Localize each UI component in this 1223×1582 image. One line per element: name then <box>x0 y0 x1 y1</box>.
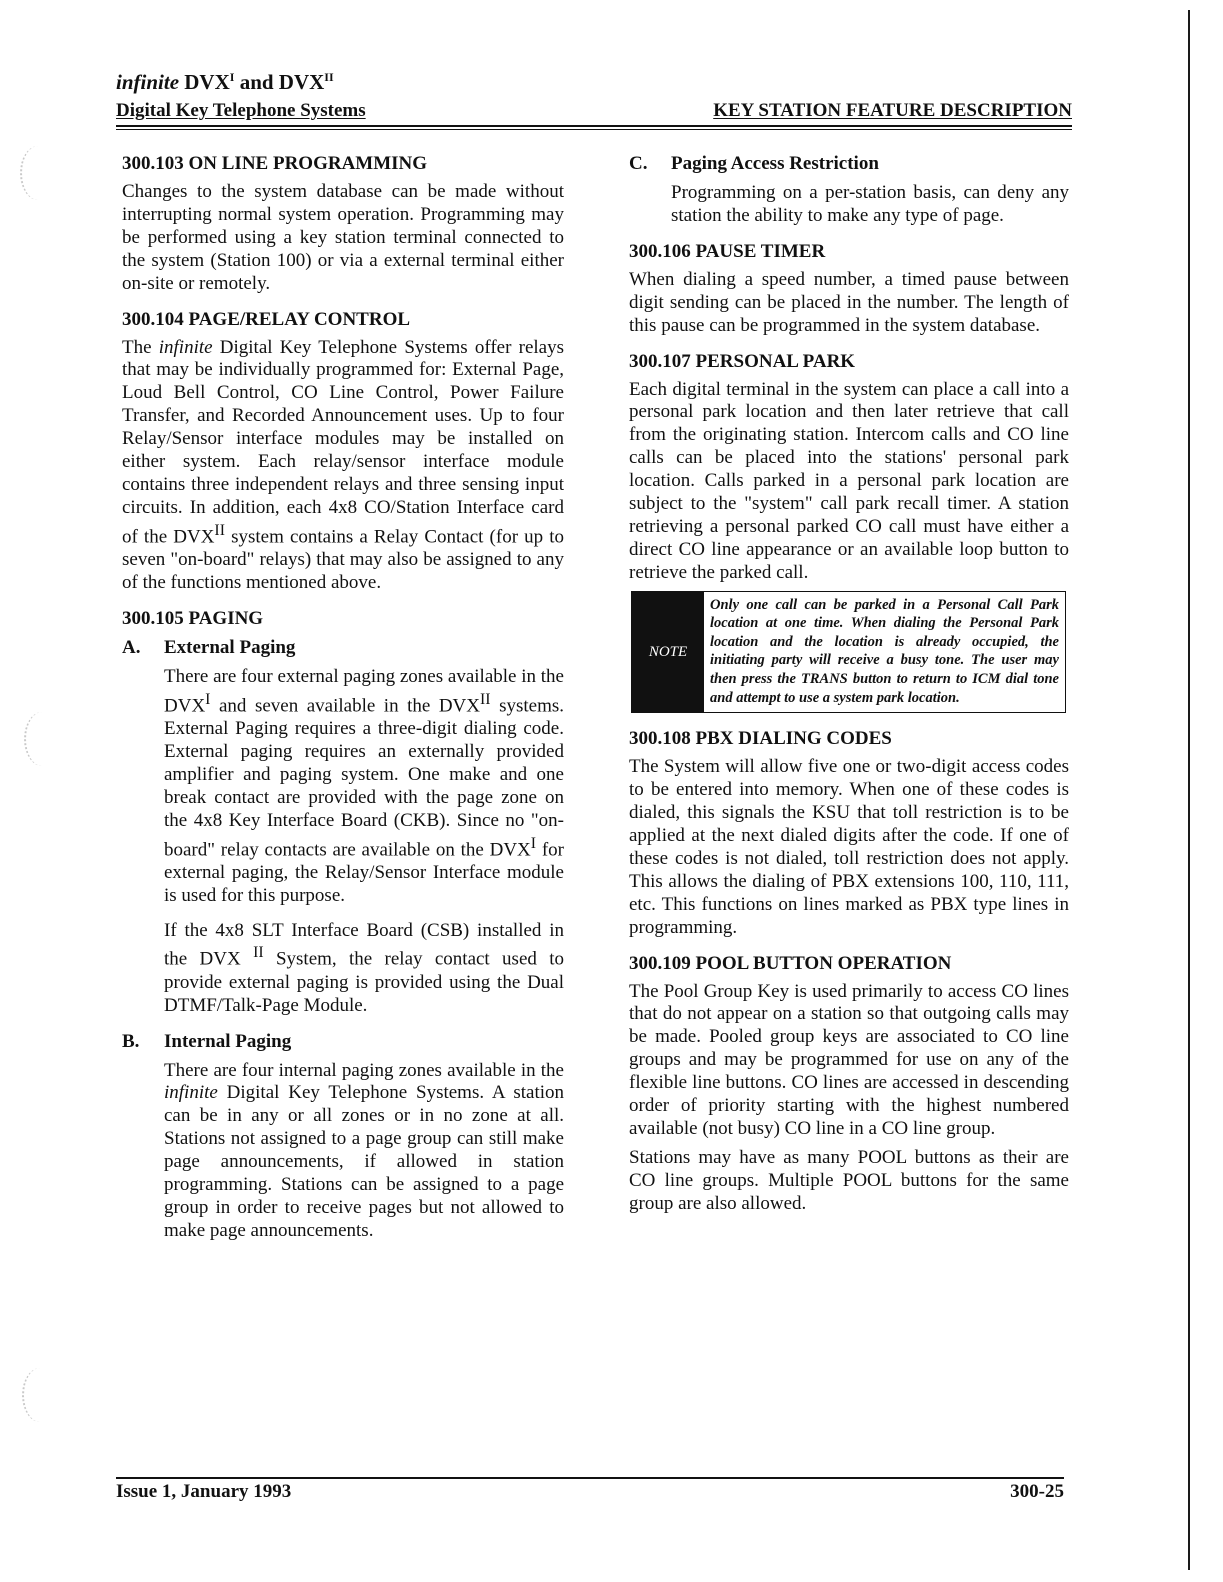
section-body: Each digital terminal in the system can place a call into a personal park location and then later retrieve that call from the originating station. Intercom calls and CO line calls can be placed into the stations' personal park location. Calls parked in a personal park location are subject to the "system" call park recall timer. A station retrieving a personal parked CO call must have either a direct CO line appearance or an available loop button to retrieve the parked call. <box>629 378 1069 583</box>
footer-issue: Issue 1, January 1993 <box>116 1481 292 1502</box>
header-section-title: KEY STATION FEATURE DESCRIPTION <box>713 100 1072 121</box>
page-number: 300-25 <box>1010 1481 1064 1502</box>
paragraph <box>164 1060 564 1243</box>
subsection-title <box>122 636 564 660</box>
text-run: and seven available in the DVX <box>218 695 481 717</box>
paragraph <box>164 666 564 908</box>
scan-mark <box>24 712 60 766</box>
header-rule <box>116 129 1072 130</box>
page-header <box>116 62 1072 130</box>
section-body: Changes to the system database can be made without interrupting normal system operation. Programming may be performed using a key station terminal connected to the system (Station 100) or via a external terminal either on-site or remotely. <box>122 181 564 294</box>
superscript: I <box>229 70 235 84</box>
text-run: for external paging, the Relay/Sensor Interface module is used for this purpose. <box>164 838 564 906</box>
scan-mark <box>20 146 56 200</box>
text-run: If the 4x8 SLT Interface Board (CSB) installed in the DVX <box>164 919 564 970</box>
header-brand <box>116 62 1072 97</box>
subsection-letter: A. <box>122 636 141 658</box>
section-title: 300.105 PAGING <box>122 607 264 629</box>
section-body: When dialing a speed number, a timed pause between digit sending can be placed in the number. The length of this pause can be programmed in the system database. <box>629 268 1069 336</box>
paragraph: The Pool Group Key is used primarily to access CO lines that do not appear on a station so that outgoing calls may be made. Pooled group keys are associated to CO line groups and may be programmed for use on any of the flexible line buttons. CO lines are accessed in descending order of priority starting with the highest numbered available (not busy) CO line in a CO line group. <box>629 980 1069 1139</box>
section-300-108 <box>629 727 1069 939</box>
brand-model: DVX <box>184 70 230 94</box>
superscript: II <box>214 521 225 539</box>
subsection-title <box>629 152 1069 176</box>
text-run: Digital Key Telephone Systems. A station can be in any or all zones or in no zone at all. Stations not assigned to a page group can still make page announcements, if allowed in station programming. Stations can be assigned to a page group in order to receive pages but not allowed to make page announcements. <box>164 1082 564 1241</box>
section-title: 300.104 PAGE/RELAY CONTROL <box>122 308 411 330</box>
text-run: The <box>122 336 152 358</box>
subsection-label: External Paging <box>164 636 296 658</box>
scan-mark <box>22 1368 58 1422</box>
text-run: systems. External Paging requires a three-digit dialing code. External paging requires an externally provided amplifier and paging system. One make and one break contact are provided with the page zone on the 4x8 Key Interface Board (CKB). Since no "on-board" relay contacts are available on the DVX <box>164 695 565 860</box>
text-italic: infinite <box>158 336 213 358</box>
superscript: II <box>324 70 334 84</box>
text-italic: infinite <box>164 1082 218 1104</box>
text-run: system contains a Relay Contact (for up to seven "on-board" relays) that may also be assigned to any of the functions mentioned above. <box>122 526 565 593</box>
paragraph <box>164 920 564 1018</box>
paragraph: Stations may have as many POOL buttons as their are CO line groups. Multiple POOL buttons for the same group are also allowed. <box>629 1146 1069 1214</box>
section-body <box>122 337 564 595</box>
header-rule <box>116 125 1072 127</box>
subsection-label: Internal Paging <box>164 1030 292 1052</box>
page-footer <box>116 1477 1064 1503</box>
text-run: There are four external paging zones available in the DVX <box>164 665 564 717</box>
section-300-109 <box>629 952 1069 1216</box>
footer-rule <box>116 1477 1064 1479</box>
section-title: 300.109 POOL BUTTON OPERATION <box>629 952 952 974</box>
section-300-104 <box>122 308 564 595</box>
note-text: Only one call can be parked in a Personal Call Park location at one time. When dialing the Personal Park location and the location is already occupied, the initiating party will receive a busy tone. The user may then press the TRANS button to return to ICM dial tone and attempt to use a system park location. <box>710 596 1059 706</box>
section-300-105-c <box>629 152 1069 228</box>
binder-edge-line <box>1188 10 1190 1570</box>
note-label: NOTE <box>632 592 704 713</box>
section-300-106 <box>629 240 1069 338</box>
section-title: 300.103 ON LINE PROGRAMMING <box>122 153 428 174</box>
note-box <box>631 591 1066 714</box>
left-column <box>122 152 564 1255</box>
section-300-105 <box>122 607 564 1243</box>
brand-and: and DVX <box>239 70 325 94</box>
subsection-letter: B. <box>122 1030 140 1052</box>
paragraph: Programming on a per-station basis, can deny any station the ability to make any type of page. <box>671 182 1069 226</box>
superscript: I <box>530 834 537 852</box>
brand-italic: infinite <box>116 70 180 94</box>
section-body: The System will allow five one or two-digit access codes to be entered into memory. When one of these codes is dialed, this signals the KSU that toll restriction is to be applied at the next dialed digits after the code. If one of these codes is not dialed, toll restriction does not apply. This allows the dialing of PBX extensions 100, 110, 111, etc. This functions on lines marked as PBX type lines in programming. <box>629 756 1069 938</box>
subsection-title <box>122 1030 564 1054</box>
subsection-letter: C. <box>629 153 648 174</box>
text-run: Digital Key Telephone Systems offer relays that may be individually programmed for: External Page, Loud Bell Control, CO Line Control, Power Failure Transfer, and Recorded Announcement uses. Up to four Relay/Sensor interface modules may be installed on either system. Each relay/sensor interface module contains three independent relays and three sensing input circuits. In addition, each 4x8 CO/Station Interface card of the DVX <box>122 336 564 548</box>
section-title: 300.108 PBX DIALING CODES <box>629 728 892 750</box>
text-run: System, the relay contact used to provide external paging is provided using the Dual DTMF/Talk-Page Module. <box>164 948 564 1016</box>
right-column <box>629 152 1069 1228</box>
section-title: 300.107 PERSONAL PARK <box>629 350 856 372</box>
subsection-label: Paging Access Restriction <box>671 153 879 174</box>
section-title: 300.106 PAUSE TIMER <box>629 240 826 262</box>
text-run: There are four internal paging zones available in the <box>164 1059 564 1081</box>
section-300-103 <box>122 152 564 296</box>
superscript: II <box>480 690 491 708</box>
section-300-107 <box>629 350 1069 714</box>
header-subtitle: Digital Key Telephone Systems <box>116 100 366 121</box>
superscript: II <box>253 944 264 962</box>
superscript: I <box>205 690 211 708</box>
